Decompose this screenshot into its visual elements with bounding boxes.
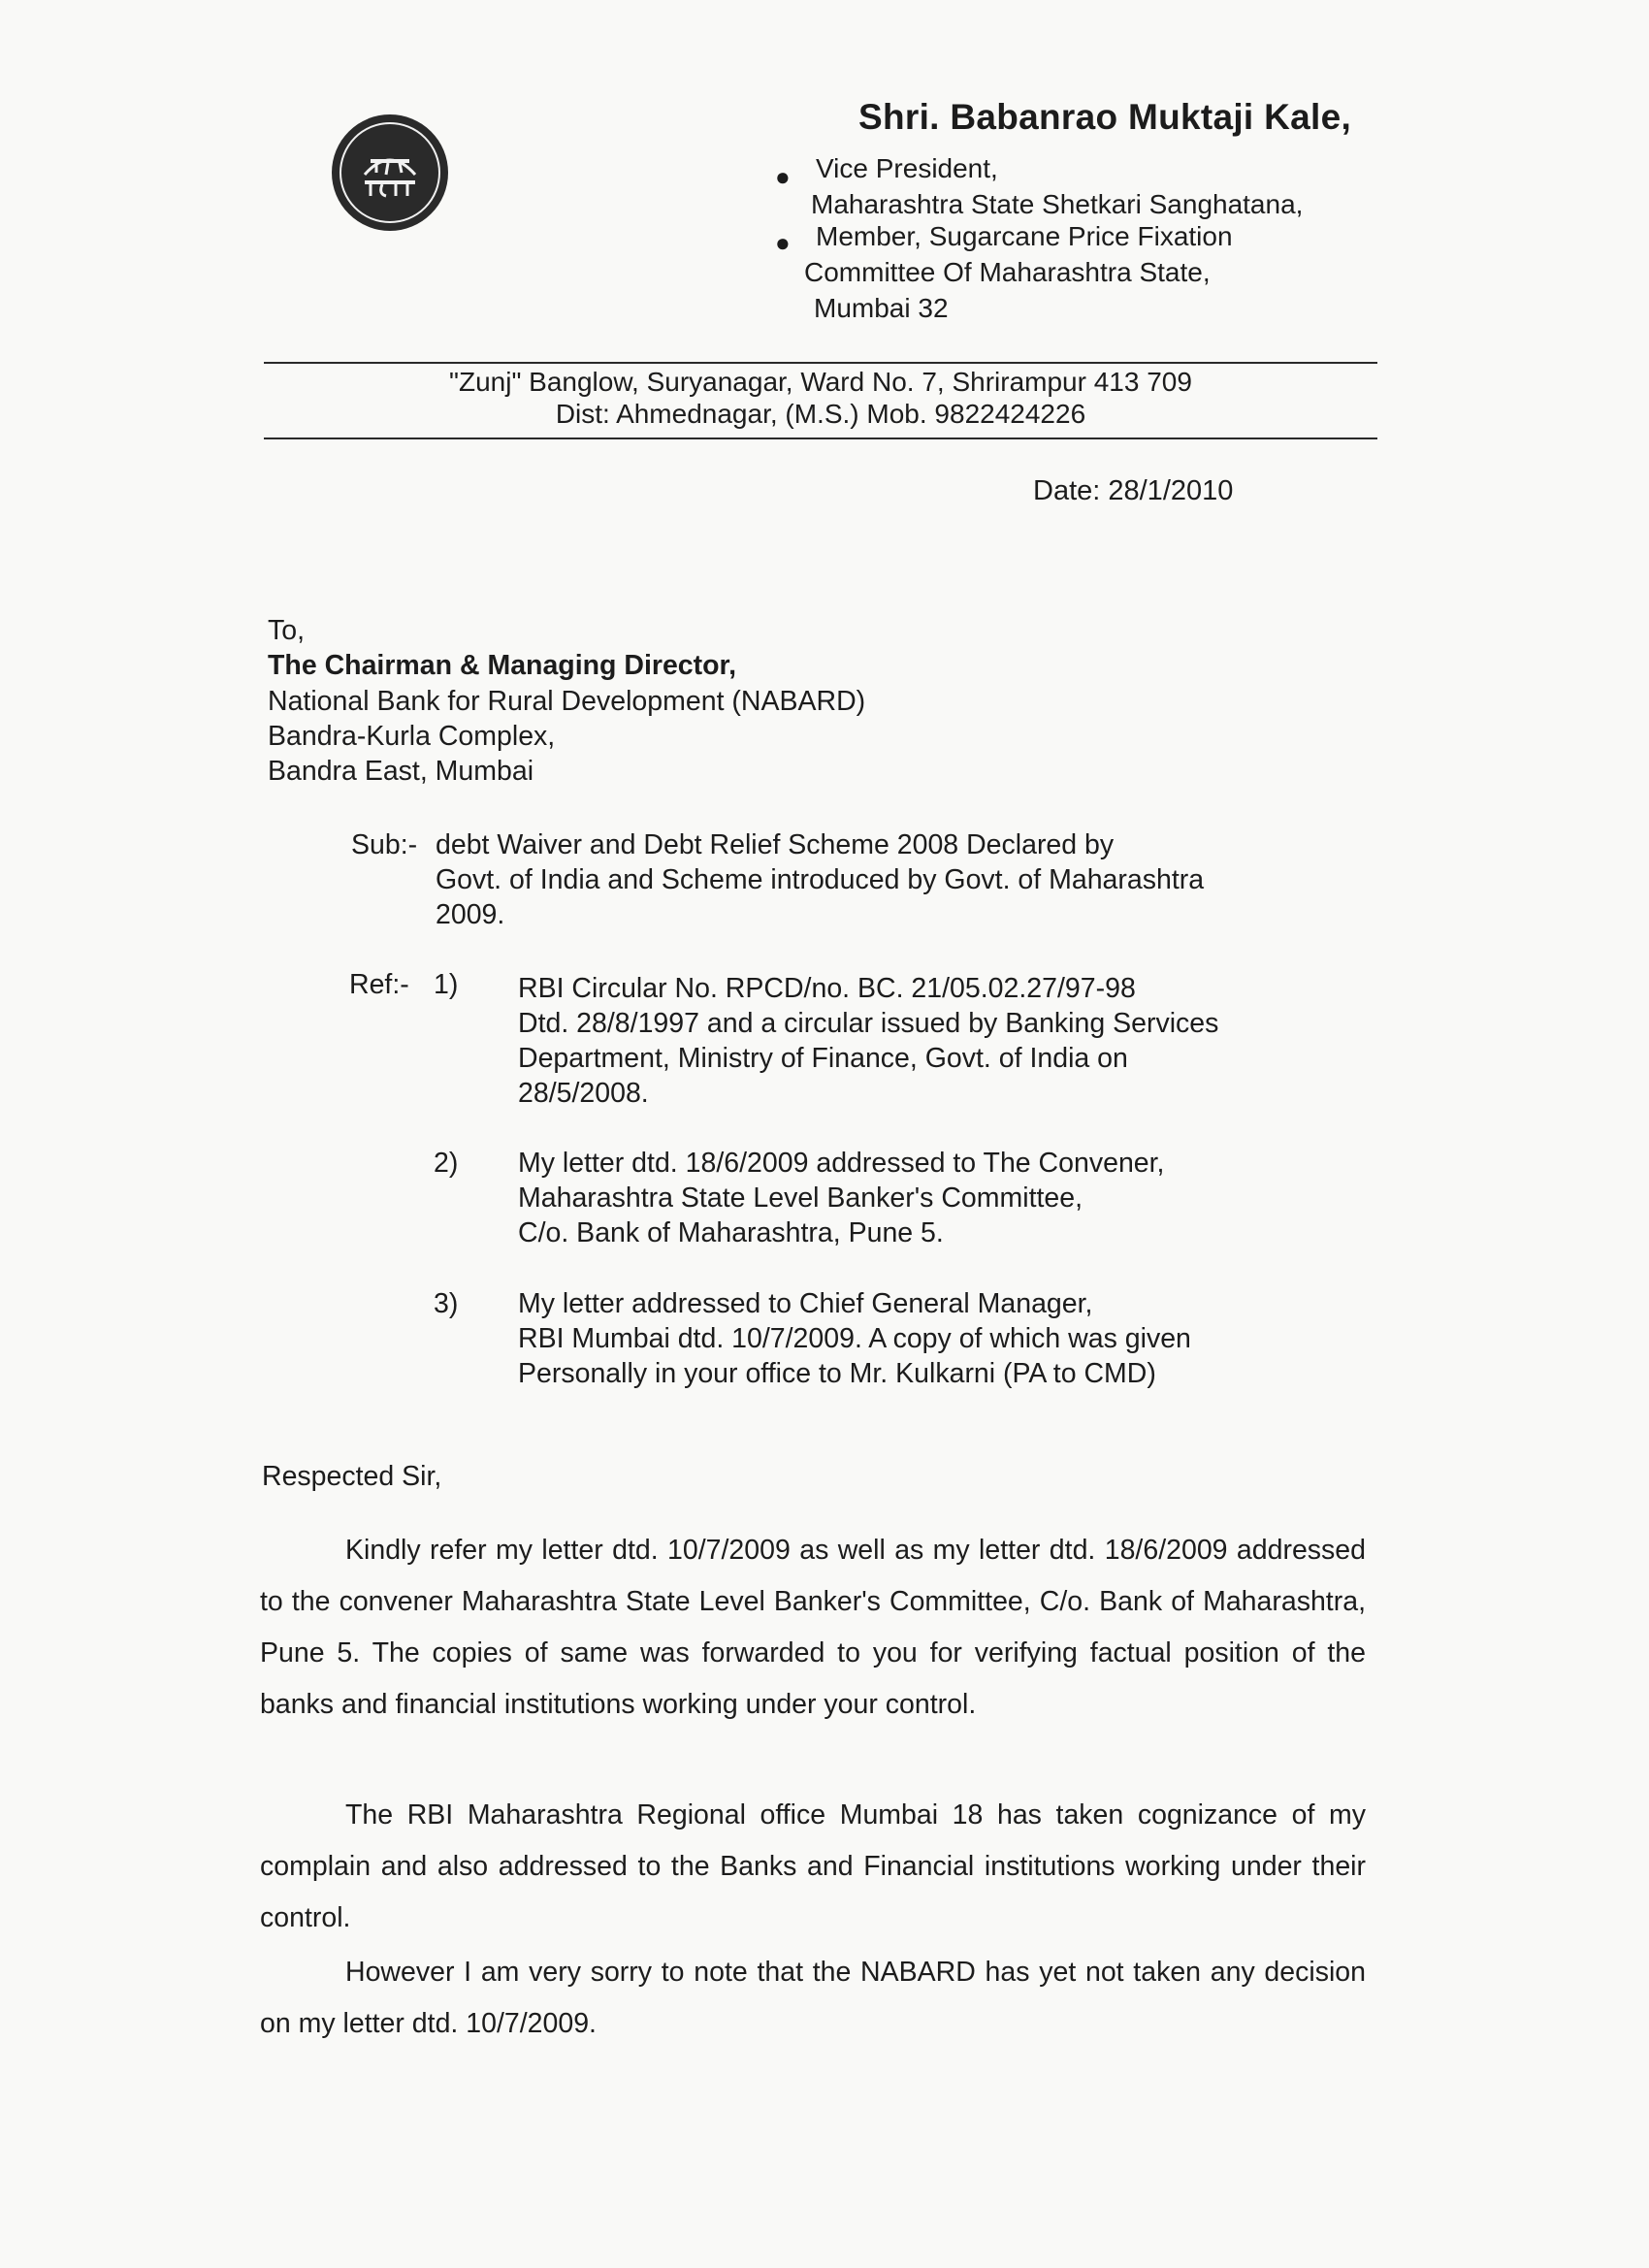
body-paragraph: However I am very sorry to note that the NABARD has yet not taken any decision on my letter dtd. 10/7/2009. [260, 1957, 1366, 2039]
reference-number: 3) [434, 1288, 459, 1319]
reference-number: 2) [434, 1148, 459, 1179]
subject-line: Govt. of India and Scheme introduced by Govt. of Maharashtra [436, 864, 1205, 895]
sender-role-line: Committee Of Maharashtra State, [804, 257, 1211, 287]
recipient-line: Bandra East, Mumbai [268, 756, 534, 787]
recipient-title: The Chairman & Managing Director, [268, 650, 736, 681]
greeting: Respected Sir, [262, 1461, 442, 1492]
subject-label: Sub:- [351, 829, 418, 860]
bullet-icon: ● [775, 162, 791, 191]
letter-date: Date: 28/1/2010 [1033, 475, 1234, 506]
address-rule-bottom [264, 437, 1377, 439]
reference-line: Department, Ministry of Finance, Govt. of India on [518, 1043, 1128, 1074]
recipient-to: To, [268, 615, 306, 646]
sender-name: Shri. Babanrao Muktaji Kale, [858, 97, 1352, 137]
sender-address: "Zunj" Banglow, Suryanagar, Ward No. 7, Shrirampur 413 709 [449, 367, 1192, 397]
subject-line: 2009. [436, 899, 505, 930]
reference-number: 1) [434, 969, 459, 1000]
recipient-line: Bandra-Kurla Complex, [268, 721, 556, 752]
reference-line: C/o. Bank of Maharashtra, Pune 5. [518, 1217, 944, 1248]
logo-ring [340, 122, 440, 223]
reference-line: RBI Circular No. RPCD/no. BC. 21/05.02.27/97-98 [518, 973, 1136, 1004]
subject-line: debt Waiver and Debt Relief Scheme 2008 Declared by [436, 829, 1115, 860]
shetkari-sanghatana-logo [332, 114, 448, 231]
reference-label: Ref:- [349, 969, 409, 1000]
reference-line: Personally in your office to Mr. Kulkarni (PA to CMD) [518, 1358, 1156, 1389]
address-rule-top [264, 362, 1377, 364]
sender-role-line: Vice President, [816, 153, 998, 183]
reference-line: My letter addressed to Chief General Manager, [518, 1288, 1093, 1319]
logo-seal-icon [343, 126, 436, 219]
reference-line: 28/5/2008. [518, 1078, 649, 1109]
bullet-icon: ● [775, 228, 791, 257]
recipient-line: National Bank for Rural Development (NABARD) [268, 686, 866, 717]
sender-role-line: Maharashtra State Shetkari Sanghatana, [811, 189, 1304, 219]
sender-role-line: Mumbai 32 [814, 293, 949, 323]
reference-line: RBI Mumbai dtd. 10/7/2009. A copy of which was given [518, 1323, 1191, 1354]
body-paragraph: Kindly refer my letter dtd. 10/7/2009 as well as my letter dtd. 18/6/2009 addressed to the convener Maharashtra State Level Banker's Committee, C/o. Bank of Maharashtra, Pune 5. The copies of same was forwarded to you for verifying factual position of the banks and financial institutions working under your control. [260, 1535, 1366, 1720]
body-paragraph: The RBI Maharashtra Regional office Mumbai 18 has taken cognizance of my complain and also addressed to the Banks and Financial institutions working under their control. [260, 1799, 1366, 1933]
sender-role-line: Member, Sugarcane Price Fixation [816, 221, 1233, 251]
reference-line: Dtd. 28/8/1997 and a circular issued by Banking Services [518, 1008, 1219, 1039]
reference-line: Maharashtra State Level Banker's Committee, [518, 1183, 1083, 1214]
sender-district-mobile: Dist: Ahmednagar, (M.S.) Mob. 9822424226 [555, 399, 1086, 429]
reference-line: My letter dtd. 18/6/2009 addressed to The Convener, [518, 1148, 1165, 1179]
